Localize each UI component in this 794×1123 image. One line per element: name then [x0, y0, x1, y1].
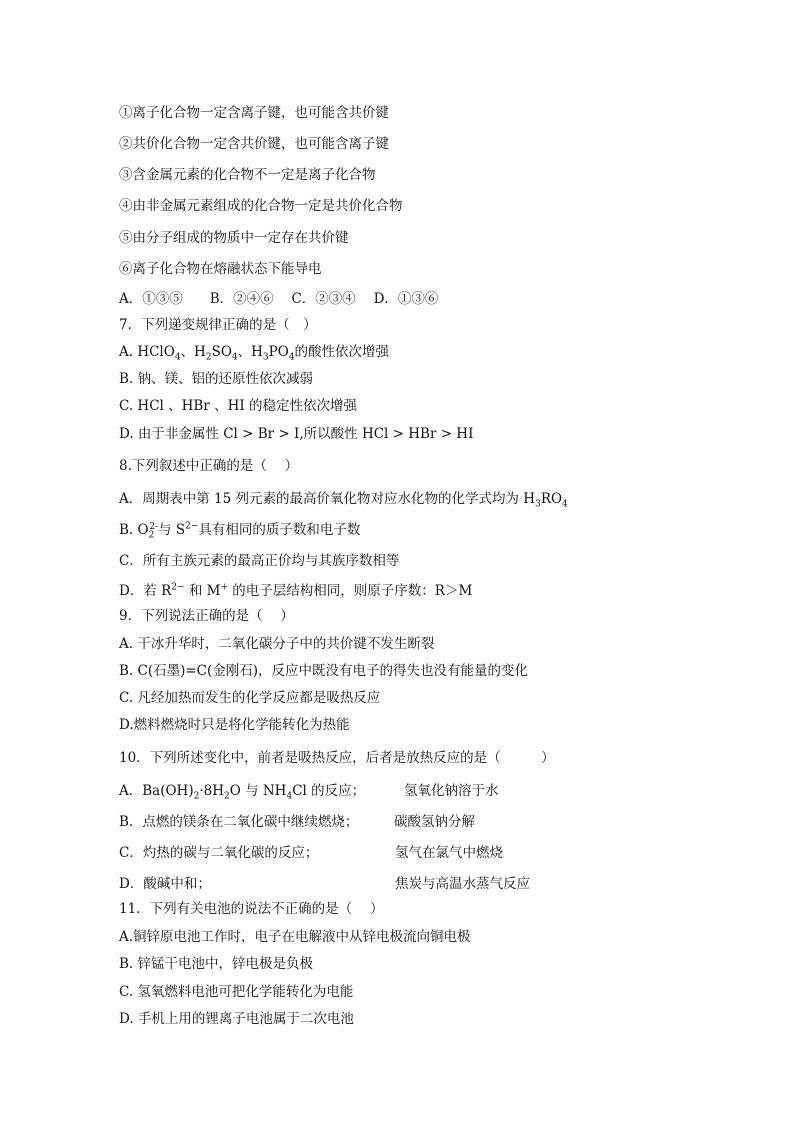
- q10-option-d: D．酸碱中和； 焦炭与高温水蒸气反应: [119, 876, 530, 892]
- q10-option-d-right: 焦炭与高温水蒸气反应: [395, 876, 530, 892]
- statement-4: ④由非金属元素组成的化合物一定是共价化合物: [119, 198, 403, 214]
- q8-stem: 8.下列叙述中正确的是（ ）: [119, 458, 299, 474]
- q8-option-d: D．若 $R^{2-}$ 和 M+ 的电子层结构相同，则原子序数：R＞M: [119, 582, 473, 599]
- q10-option-b: B．点燃的镁条在二氧化碳中继续燃烧； 碳酸氢钠分解: [119, 814, 475, 830]
- q9-option-c: C. 凡经加热而发生的化学反应都是吸热反应: [119, 690, 381, 706]
- q9-option-a: A. 干冰升华时，二氧化碳分子中的共价键不发生断裂: [119, 636, 435, 652]
- statement-2: ②共价化合物一定含共价键，也可能含离子键: [119, 136, 389, 152]
- q8-option-b: B. $O_2^{2-}$与 $S^{2-}$具有相同的质子数和电子数: [119, 521, 361, 541]
- q7-option-c: C. HCl 、HBr 、HI 的稳定性依次增强: [119, 398, 357, 414]
- q10-stem: 10．下列所述变化中，前者是吸热反应，后者是放热反应的是（ ）: [119, 750, 555, 766]
- q11-option-b: B. 锌锰干电池中，锌电极是负极: [119, 956, 314, 972]
- q10-option-c-right: 氢气在氯气中燃烧: [395, 845, 503, 861]
- q11-option-d: D. 手机上用的锂离子电池属于二次电池: [119, 1011, 354, 1027]
- q10-option-a-right: 氢氧化钠溶于水: [404, 783, 499, 799]
- statement-1: ①离子化合物一定含离子键，也可能含共价键: [119, 105, 389, 121]
- statement-6: ⑥离子化合物在熔融状态下能导电: [119, 261, 322, 277]
- q9-option-b: B. C(石墨)=C(金刚石)，反应中既没有电子的得失也没有能量的变化: [119, 663, 529, 679]
- q7-option-d: D. 由于非金属性 Cl > Br > I,所以酸性 HCl > HBr > HI: [119, 426, 474, 442]
- q7-option-b: B. 钠、镁、铝的还原性依次减弱: [119, 371, 314, 387]
- q10-option-b-right: 碳酸氢钠分解: [394, 814, 475, 830]
- q11-option-a: A.铜锌原电池工作时，电子在电解液中从锌电极流向铜电极: [119, 929, 471, 945]
- statement-3: ③含金属元素的化合物不一定是离子化合物: [119, 167, 376, 183]
- q9-stem: 9．下列说法正确的是（ ）: [119, 608, 294, 624]
- q7-stem: 7．下列递变规律正确的是（ ）: [119, 317, 317, 333]
- q11-stem: 11．下列有关电池的说法不正确的是（ ）: [119, 901, 384, 917]
- q10-option-c: C．灼热的碳与二氧化碳的反应； 氢气在氯气中燃烧: [119, 845, 503, 861]
- q6-options: A．①③⑤ B．②④⑥ C．②③④ D．①③⑥: [119, 291, 439, 307]
- q8-option-a: A．周期表中第 15 列元素的最高价氧化物对应水化物的化学式均为 $H_3RO_4$: [119, 491, 568, 510]
- statement-5: ⑤由分子组成的物质中一定存在共价键: [119, 230, 349, 246]
- q9-option-d: D.燃料燃烧时只是将化学能转化为热能: [119, 717, 350, 733]
- q7-option-a: A. HClO$_4$、$H_2SO_4$、$H_3PO_4$的酸性依次增强: [119, 344, 390, 363]
- q8-option-c: C．所有主族元素的最高正价均与其族序数相等: [119, 553, 400, 569]
- q11-option-c: C. 氢氧燃料电池可把化学能转化为电能: [119, 984, 354, 1000]
- q10-option-a: A．$Ba(OH)_2\cdot 8H_2O$ 与 $NH_4Cl$ 的反应； 氢氧化钠溶于水: [119, 783, 499, 802]
